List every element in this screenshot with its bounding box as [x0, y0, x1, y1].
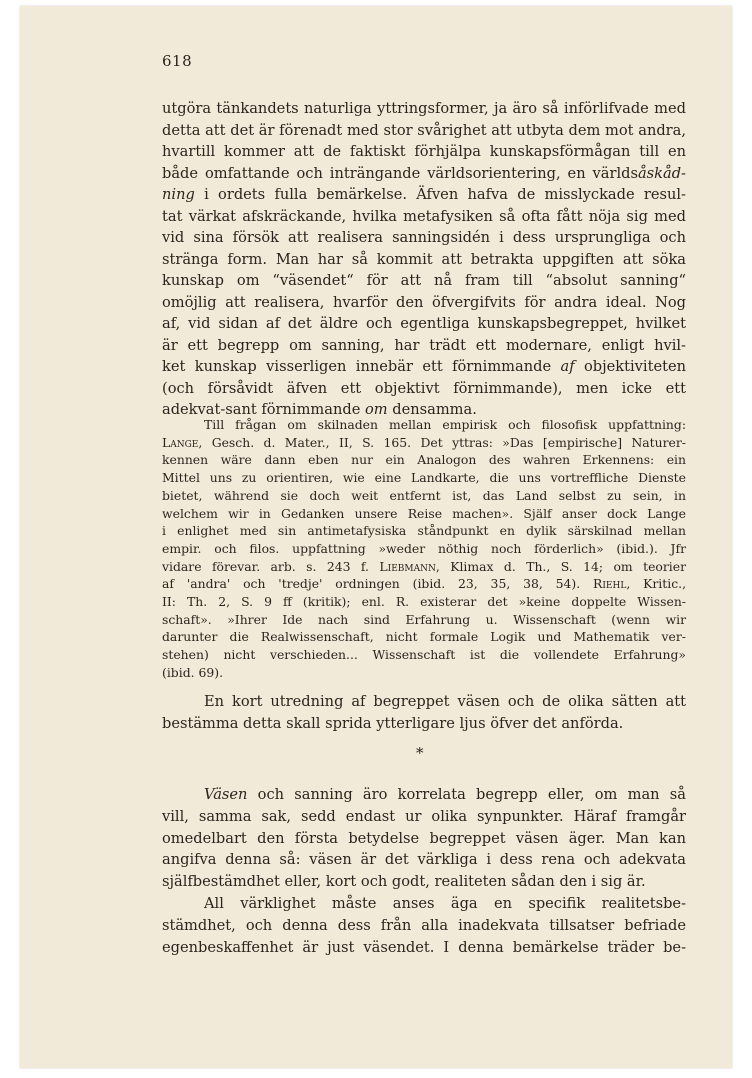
- main-paragraph: [162, 98, 686, 421]
- footnote-line: i enlighet med sin antimetafysiska ståndpunkt en dylik särskilnad mellan: [162, 523, 686, 539]
- text-line: [162, 784, 686, 806]
- footnote-line: [162, 558, 686, 576]
- text-line: är ett begrepp om sanning, har trädt ett modernare, enligt hvil-: [162, 336, 686, 354]
- text-segment: , Klimax d. Th., S. 14; om teorier: [435, 558, 686, 574]
- footnote-line: Till frågan om skilnaden mellan empirisk och filosofisk uppfattning:: [204, 417, 686, 432]
- italic-word: ning: [162, 186, 195, 203]
- text-segment: adekvat-sant förnimmande: [162, 401, 365, 418]
- italic-word: om: [364, 401, 388, 418]
- text-line: stämdhet, och denna dess från alla inadekvata tillsatser befriade: [162, 916, 686, 934]
- footnote-line: welchem wir in Gedanken unsere Reise machen». Själf anser dock Lange: [162, 505, 686, 521]
- footnote-line: (ibid. 69).: [162, 664, 224, 680]
- text-line: (och försåvidt äfven ett objektivt förnimmande), men icke ett: [162, 379, 686, 397]
- author-name: Liebmann: [379, 558, 436, 574]
- book-page: [20, 6, 732, 1068]
- text-line: själfbestämdhet eller, kort och godt, realiteten sådan den i sig är.: [162, 873, 646, 891]
- text-segment: vidare förevar. arb. s. 243 f.: [162, 558, 380, 574]
- text-line: All värklighet måste anses äga en specifik realitetsbe-: [204, 894, 686, 912]
- text-line: detta att det är förenadt med stor svårighet att utbyta dem mot andra,: [162, 121, 686, 139]
- footnote-line: Mittel uns zu orientiren, wie eine Landkarte, die uns vortreffliche Dienste: [162, 470, 686, 486]
- text-line: tat värkat afskräckande, hvilka metafysiken så ofta fått nöja sig med: [162, 207, 686, 225]
- footnote-line: kennen wäre dann eben nur ein Analogon des wahren Erkennens: ein: [162, 452, 686, 468]
- text-line: vid sina försök att realisera sanningsidén i dess ursprungliga och: [162, 229, 686, 246]
- text-line: kunskap om “väsendet“ för att nå fram till “absolut sanning“: [162, 272, 686, 289]
- italic-word: af: [560, 358, 575, 375]
- summary-paragraph: [162, 691, 686, 734]
- footnote-line: darunter die Realwissenschaft, nicht formale Logik und Mathematik ver-: [162, 629, 686, 645]
- text-line: [162, 184, 686, 206]
- section-paragraph: [162, 784, 686, 958]
- footnote-line: bietet, während sie doch weit entfernt ist, das Land selbst zu sein, in: [162, 487, 686, 503]
- text-segment: densamma.: [387, 401, 477, 418]
- text-line: En kort utredning af begreppet väsen och de olika sätten att: [204, 693, 686, 710]
- footnote-line: II: Th. 2, S. 9 ff (kritik); enl. R. existerar det »keine doppelte Wissen-: [162, 594, 686, 610]
- text-line: utgöra tänkandets naturliga yttringsformer, ja äro så införlifvade med: [162, 100, 686, 117]
- text-line: omedelbart den första betydelse begreppet väsen äger. Man kan: [162, 829, 686, 847]
- text-segment: af 'andra' och 'tredje' ordningen (ibid. 23, 35, 38, 54).: [162, 576, 594, 592]
- footnote-line: empir. och filos. uppfattning »weder nöthig noch förderlich» (ibid.). Jfr: [162, 540, 686, 556]
- text-line: hvartill kommer att de faktiskt förhjälpa kunskapsförmågan till en: [162, 143, 686, 160]
- text-segment: och sanning äro korrelata begrepp eller, om man så: [247, 786, 686, 803]
- author-name: Lange: [162, 434, 199, 450]
- text-segment: både omfattande och inträngande världsorientering, en världs: [162, 164, 638, 182]
- text-line: stränga form. Man har så kommit att betrakta uppgiften att söka: [162, 250, 686, 268]
- section-separator: *: [416, 744, 424, 762]
- page-number: 618: [162, 52, 193, 70]
- footnote-line: [162, 575, 686, 593]
- text-line: egenbeskaffenhet är just väsendet. I denna bemärkelse träder be-: [162, 938, 686, 956]
- text-line: af, vid sidan af det äldre och egentliga kunskapsbegreppet, hvilket: [162, 315, 686, 332]
- italic-word: åskåd-: [637, 164, 686, 182]
- footnote-line: schaft». »Ihrer Ide nach sind Erfahrung u. Wissenschaft (wenn wir: [162, 611, 686, 627]
- text-line: omöjlig att realisera, hvarför den öfvergifvits för andra ideal. Nog: [162, 293, 686, 311]
- text-line: [162, 163, 686, 185]
- text-segment: , Gesch. d. Mater., II, S. 165. Det yttras: »Das [empirische] Naturer-: [198, 434, 686, 450]
- text-segment: i ordets fulla bemärkelse. Äfven hafva de misslyckade resul-: [194, 186, 686, 203]
- footnote-line: stehen) nicht verschieden... Wissenschaft ist die vollendete Erfahrung»: [162, 647, 686, 663]
- text-line: [162, 356, 686, 378]
- italic-word: Väsen: [204, 786, 248, 803]
- text-segment: , Kritic.,: [626, 576, 687, 592]
- text-segment: ket kunskap visserligen innebär ett förnimmande: [162, 358, 561, 375]
- author-name: Riehl: [593, 576, 627, 592]
- text-line: vill, samma sak, sedd endast ur olika synpunkter. Häraf framgår: [162, 807, 686, 825]
- text-line: angifva denna så: väsen är det värkliga i dess rena och adekvata: [162, 851, 686, 869]
- text-line: bestämma detta skall sprida ytterligare ljus öfver det anförda.: [162, 714, 624, 732]
- text-segment: objektiviteten: [574, 358, 686, 375]
- footnote: [162, 416, 686, 682]
- footnote-line: [162, 434, 686, 452]
